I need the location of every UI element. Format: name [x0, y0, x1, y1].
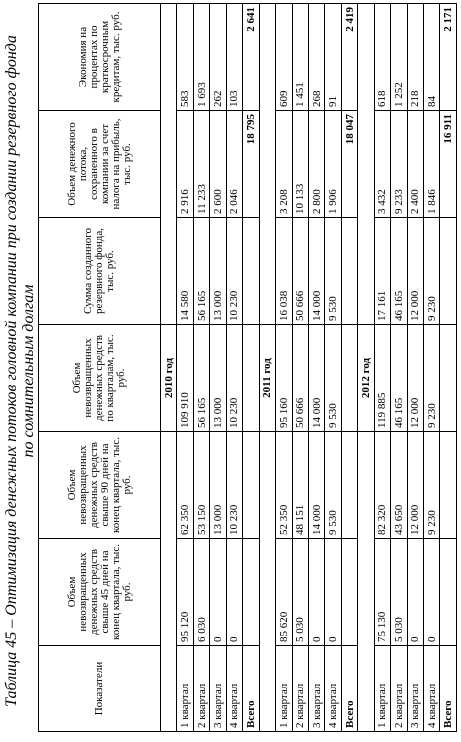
table-cell: 268 — [308, 4, 324, 111]
total-label: Всего — [243, 646, 259, 732]
empty-cell — [440, 539, 457, 646]
table-cell: 14 580 — [177, 218, 193, 325]
table-cell: 1 252 — [391, 4, 407, 111]
row-label: 3 квартал — [308, 646, 324, 732]
year-row — [161, 4, 177, 732]
table-cell: 14 000 — [308, 218, 324, 325]
total-interest-cell: 2 419 — [341, 4, 357, 111]
table-cell: 50 666 — [292, 325, 308, 432]
empty-cell — [440, 218, 457, 325]
empty-cell — [243, 432, 259, 539]
table-body — [161, 4, 457, 732]
table-row — [391, 4, 407, 732]
row-label: 2 квартал — [292, 646, 308, 732]
table-cell: 2 800 — [308, 111, 324, 218]
total-row — [243, 4, 259, 732]
table-cell: 16 038 — [276, 218, 292, 325]
table-cell: 91 — [325, 4, 341, 111]
table-cell: 62 350 — [177, 432, 193, 539]
table-cell: 618 — [374, 4, 390, 111]
table-caption-continuation: по сомнительным долгам — [20, 284, 37, 458]
table-cell: 12 000 — [407, 218, 423, 325]
year-heading: 2010 год — [161, 325, 177, 432]
table-cell: 10 230 — [226, 325, 242, 432]
column-header: Объем невозвращенных денежных средств по кварталам, тыс. руб. — [39, 325, 161, 432]
table-cell: 218 — [407, 4, 423, 111]
empty-cell — [243, 218, 259, 325]
table-cell: 12 000 — [407, 325, 423, 432]
table-row — [308, 4, 324, 732]
table-cell: 1 906 — [325, 111, 341, 218]
table-cell: 10 133 — [292, 111, 308, 218]
table-cell: 6 030 — [193, 539, 209, 646]
column-header: Объем денежного потока, сохраненного в компании за счет налога на прибыль, тыс. руб. — [39, 111, 161, 218]
table-cell: 2 046 — [226, 111, 242, 218]
table-cell: 109 910 — [177, 325, 193, 432]
column-header: Показатели — [39, 646, 161, 732]
table-cell: 56 165 — [193, 325, 209, 432]
table-cell: 103 — [226, 4, 242, 111]
table-cell: 0 — [407, 539, 423, 646]
table-cell: 95 160 — [276, 325, 292, 432]
table-cell: 9 530 — [325, 325, 341, 432]
row-label: 2 квартал — [193, 646, 209, 732]
year-spacer-cell — [161, 432, 177, 732]
table-cell: 85 620 — [276, 539, 292, 646]
total-interest-cell: 2 641 — [243, 4, 259, 111]
table-row — [292, 4, 308, 732]
empty-cell — [341, 432, 357, 539]
table-cell: 13 000 — [210, 432, 226, 539]
table-cell: 43 650 — [391, 432, 407, 539]
row-label: 4 квартал — [424, 646, 440, 732]
table-cell: 1 451 — [292, 4, 308, 111]
table-cell: 0 — [226, 539, 242, 646]
column-header: Экономия на процентах по краткосрочным кредитам, тыс. руб. — [39, 4, 161, 111]
total-tax-cell: 18 047 — [341, 111, 357, 218]
table-cell: 10 230 — [226, 432, 242, 539]
table-row — [226, 4, 242, 732]
table-cell: 0 — [424, 539, 440, 646]
year-heading: 2011 год — [259, 325, 275, 432]
empty-cell — [341, 539, 357, 646]
table-cell: 9 233 — [391, 111, 407, 218]
column-header: Объем невозвращенных денежных средств свыше 45 дней на конец квартала, тыс. руб. — [39, 539, 161, 646]
table-cell: 9 530 — [325, 218, 341, 325]
table-cell: 1 693 — [193, 4, 209, 111]
table-row — [210, 4, 226, 732]
table-cell: 95 120 — [177, 539, 193, 646]
row-label: 1 квартал — [276, 646, 292, 732]
empty-cell — [243, 325, 259, 432]
row-label: 3 квартал — [210, 646, 226, 732]
table-caption: Таблица 45 – Оптимизация денежных потоков головной компании при создании резервного фонда — [3, 35, 20, 707]
table-cell: 52 350 — [276, 432, 292, 539]
year-spacer-cell — [358, 4, 374, 325]
table-cell: 9 530 — [325, 432, 341, 539]
row-label: 3 квартал — [407, 646, 423, 732]
table-cell: 583 — [177, 4, 193, 111]
total-label: Всего — [341, 646, 357, 732]
total-row — [440, 4, 457, 732]
column-header: Сумма созданного резервного фонда, тыс. руб. — [39, 218, 161, 325]
table-row — [374, 4, 390, 732]
total-tax-cell: 18 795 — [243, 111, 259, 218]
row-label: 4 квартал — [325, 646, 341, 732]
table-cell: 2 400 — [407, 111, 423, 218]
row-label: 4 квартал — [226, 646, 242, 732]
table-cell: 14 000 — [308, 325, 324, 432]
table-cell: 46 165 — [391, 218, 407, 325]
empty-cell — [243, 539, 259, 646]
table-cell: 75 130 — [374, 539, 390, 646]
table-cell: 5 030 — [391, 539, 407, 646]
table-cell: 12 000 — [407, 432, 423, 539]
table-cell: 9 230 — [424, 325, 440, 432]
table-cell: 0 — [210, 539, 226, 646]
year-row — [358, 4, 374, 732]
table-cell: 0 — [325, 539, 341, 646]
table-row — [325, 4, 341, 732]
row-label: 2 квартал — [391, 646, 407, 732]
table-cell: 13 000 — [210, 325, 226, 432]
year-spacer-cell — [259, 4, 275, 325]
table-cell: 3 432 — [374, 111, 390, 218]
table-cell: 609 — [276, 4, 292, 111]
row-label: 1 квартал — [177, 646, 193, 732]
row-label: 1 квартал — [374, 646, 390, 732]
year-spacer-cell — [259, 432, 275, 732]
table-cell: 82 320 — [374, 432, 390, 539]
year-row — [259, 4, 275, 732]
table-cell: 10 230 — [226, 218, 242, 325]
column-header: Объем невозвращенных денежных средств свыше 90 дней на конец квартала, тыс. руб. — [39, 432, 161, 539]
table-cell: 56 165 — [193, 218, 209, 325]
table-cell: 84 — [424, 4, 440, 111]
table-cell: 11 233 — [193, 111, 209, 218]
total-tax-cell: 16 911 — [440, 111, 457, 218]
table-row — [177, 4, 193, 732]
table-cell: 5 030 — [292, 539, 308, 646]
empty-cell — [440, 325, 457, 432]
table-cell: 17 161 — [374, 218, 390, 325]
empty-cell — [440, 432, 457, 539]
table-row — [276, 4, 292, 732]
year-spacer-cell — [161, 4, 177, 325]
table-cell: 3 208 — [276, 111, 292, 218]
header-row — [39, 4, 161, 732]
table-row — [193, 4, 209, 732]
total-row — [341, 4, 357, 732]
empty-cell — [341, 325, 357, 432]
table-cell: 9 230 — [424, 432, 440, 539]
table-cell: 262 — [210, 4, 226, 111]
cash-flow-table — [38, 3, 457, 732]
table-cell: 53 150 — [193, 432, 209, 539]
total-interest-cell: 2 171 — [440, 4, 457, 111]
table-cell: 0 — [308, 539, 324, 646]
table-cell: 14 000 — [308, 432, 324, 539]
table-row — [424, 4, 440, 732]
table-cell: 2 600 — [210, 111, 226, 218]
table-cell: 13 000 — [210, 218, 226, 325]
year-spacer-cell — [358, 432, 374, 732]
empty-cell — [341, 218, 357, 325]
table-cell: 46 165 — [391, 325, 407, 432]
table-cell: 1 846 — [424, 111, 440, 218]
table-cell: 50 666 — [292, 218, 308, 325]
table-cell: 2 916 — [177, 111, 193, 218]
table-cell: 48 151 — [292, 432, 308, 539]
table-cell: 9 230 — [424, 218, 440, 325]
year-heading: 2012 год — [358, 325, 374, 432]
total-label: Всего — [440, 646, 457, 732]
table-row — [407, 4, 423, 732]
table-cell: 119 885 — [374, 325, 390, 432]
